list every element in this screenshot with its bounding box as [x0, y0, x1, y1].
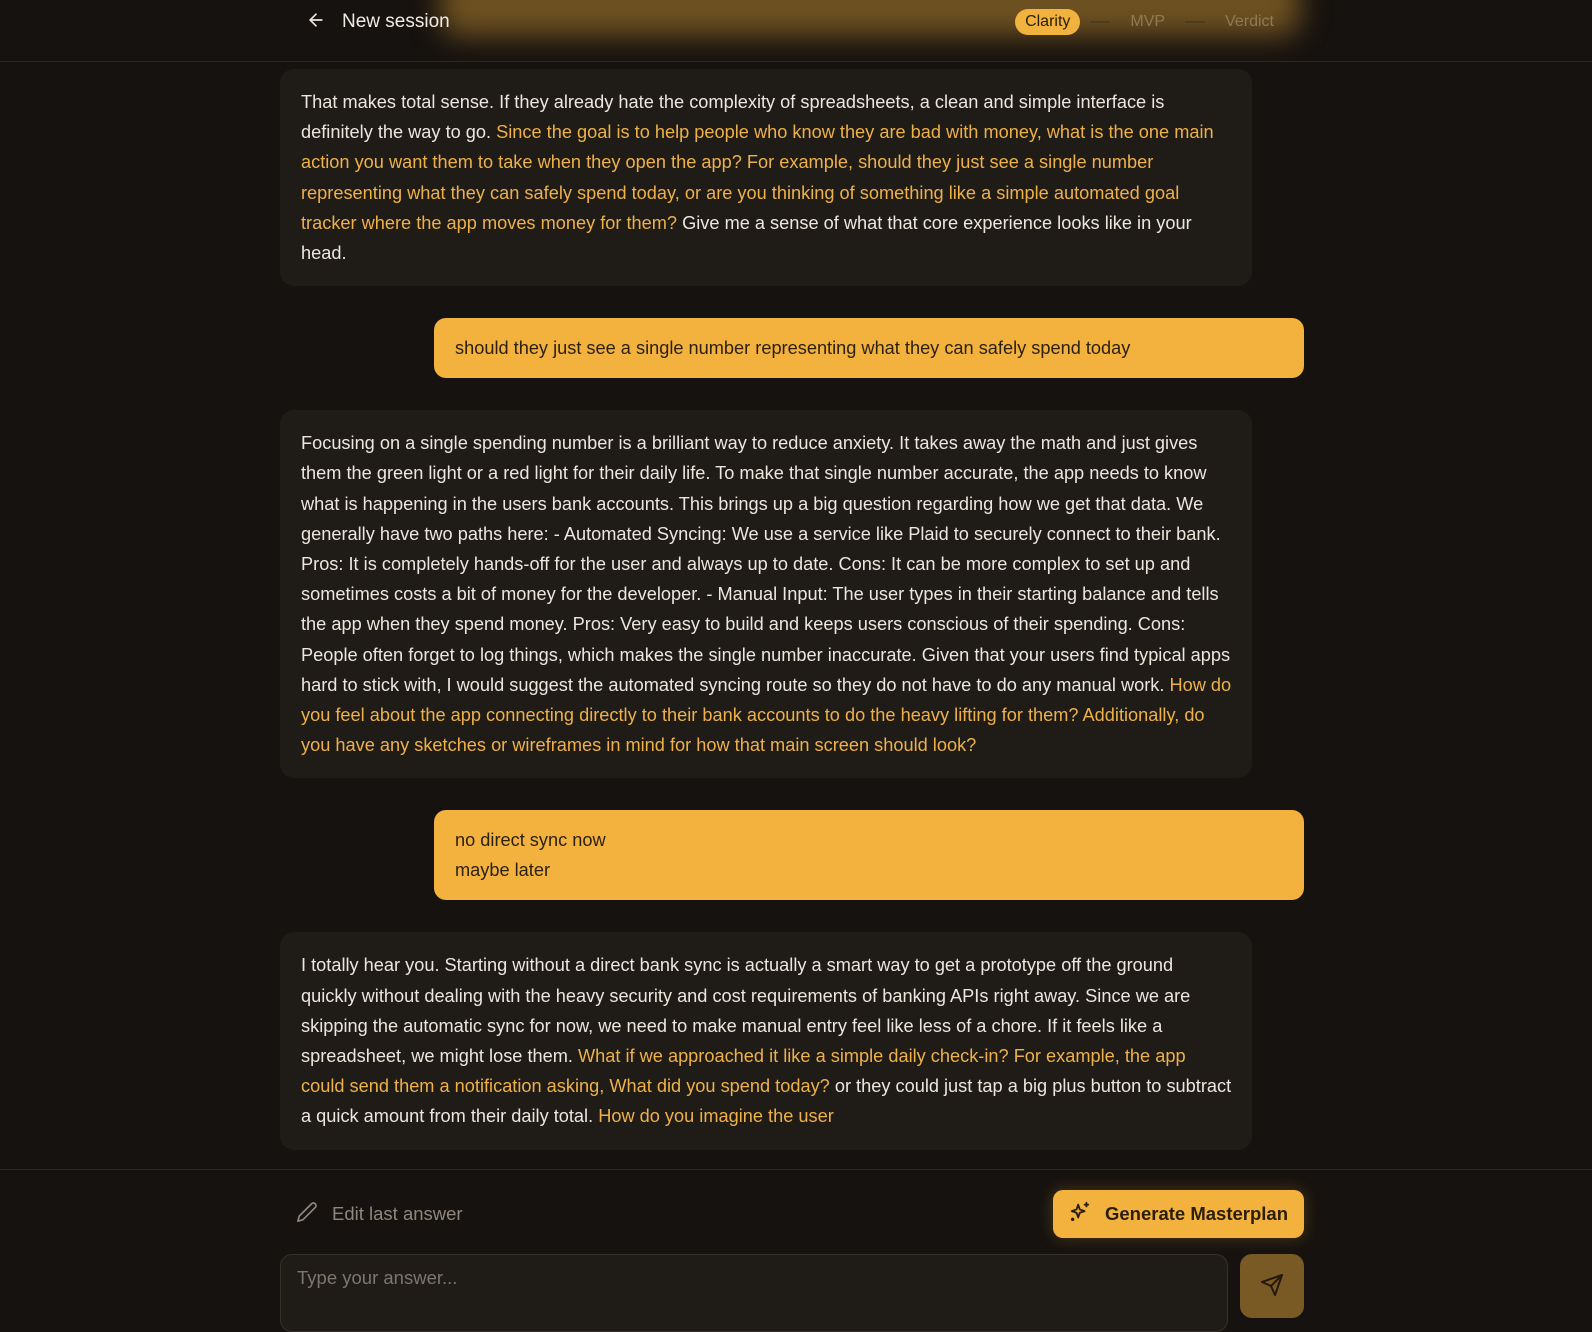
back-button[interactable]	[306, 10, 450, 35]
step-divider	[1185, 21, 1205, 23]
send-button[interactable]	[1240, 1254, 1304, 1318]
message-line: should they just see a single number representing what they can safely spend today	[455, 338, 1131, 359]
step-clarity: Clarity	[1015, 9, 1080, 35]
highlighted-question: What if we approached it like a simple daily check-in? For example, the app could send them a notification asking, What did you spend today?	[301, 1046, 1186, 1097]
generate-label: Generate Masterplan	[1104, 1203, 1288, 1224]
send-icon	[1260, 1273, 1284, 1300]
message-text: That makes total sense. If they already hate the complexity of spreadsheets, a clean and simple interface is definitely the way to go.	[301, 92, 1165, 143]
highlighted-question: Since the goal is to help people who know they are bad with money, what is the one main action you want them to take when they open the app? For example, should they just see a single number representing what they can safely spend today, or are you thinking of something like a simple automated goal tracker where the app moves money for them?	[301, 122, 1214, 233]
arrow-left-icon	[306, 10, 326, 35]
sparkles-icon	[1069, 1201, 1091, 1228]
composer	[0, 1169, 1592, 1332]
assistant-message	[280, 69, 1252, 286]
step-divider	[1090, 21, 1110, 23]
assistant-message	[280, 932, 1252, 1149]
message-text: Focusing on a single spending number is a brilliant way to reduce anxiety. It takes away the math and just gives them the green light or a red light for their daily life. To make that single number accurate, the app needs to know what is happening in the users bank accounts. This brings up a big question regarding how we get that data. We generally have two paths here: - Automated Syncing: We use a service like Plaid to securely connect to their bank. Pros: It is completely hands-off for the user and always up to date. Cons: It can be more complex to set up and sometimes costs a bit of money for the developer. - Manual Input: The user types in their starting balance and tells the app when they spend money. Pros: Very easy to build and keeps users conscious of their spending. Cons: People often forget to log things, which makes the single number inaccurate. Given that your users find typical apps hard to stick with, I would suggest the automated syncing route so they do not have to do any manual work.	[301, 433, 1231, 695]
user-message	[434, 810, 1304, 900]
chat-transcript[interactable]	[0, 62, 1592, 1169]
progress-steps	[1015, 9, 1284, 35]
generate-masterplan-button[interactable]	[1053, 1190, 1304, 1238]
step-mvp: MVP	[1130, 13, 1166, 30]
highlighted-question: How do you imagine the user	[598, 1106, 834, 1127]
pencil-icon	[296, 1201, 318, 1228]
user-message	[434, 318, 1304, 378]
top-bar	[0, 0, 1592, 62]
message-line: no direct sync now	[455, 830, 606, 851]
step-verdict: Verdict	[1225, 13, 1274, 30]
highlighted-question: How do you feel about the app connecting directly to their bank accounts to do the heavy lifting for them? Additionally, do you have any sketches or wireframes in mind for how that main screen should look?	[301, 674, 1232, 756]
answer-input[interactable]	[280, 1254, 1228, 1332]
message-text: I totally hear you. Starting without a direct bank sync is actually a smart way to get a prototype off the ground quickly without dealing with the heavy security and cost requirements of banking APIs right away. Since we are skipping the automatic sync for now, we need to make manual entry feel like less of a chore. If it feels like a spreadsheet, we might lose them.	[301, 955, 1191, 1067]
message-text: or they could just tap a big plus button to subtract a quick amount from their daily total.	[301, 1076, 1232, 1127]
edit-label: Edit last answer	[332, 1203, 463, 1224]
edit-last-answer-button[interactable]	[280, 1201, 463, 1228]
message-text: Give me a sense of what that core experience looks like in your head.	[301, 212, 1192, 264]
message-line: maybe later	[455, 860, 551, 881]
assistant-message	[280, 410, 1252, 778]
session-title: New session	[342, 11, 450, 32]
